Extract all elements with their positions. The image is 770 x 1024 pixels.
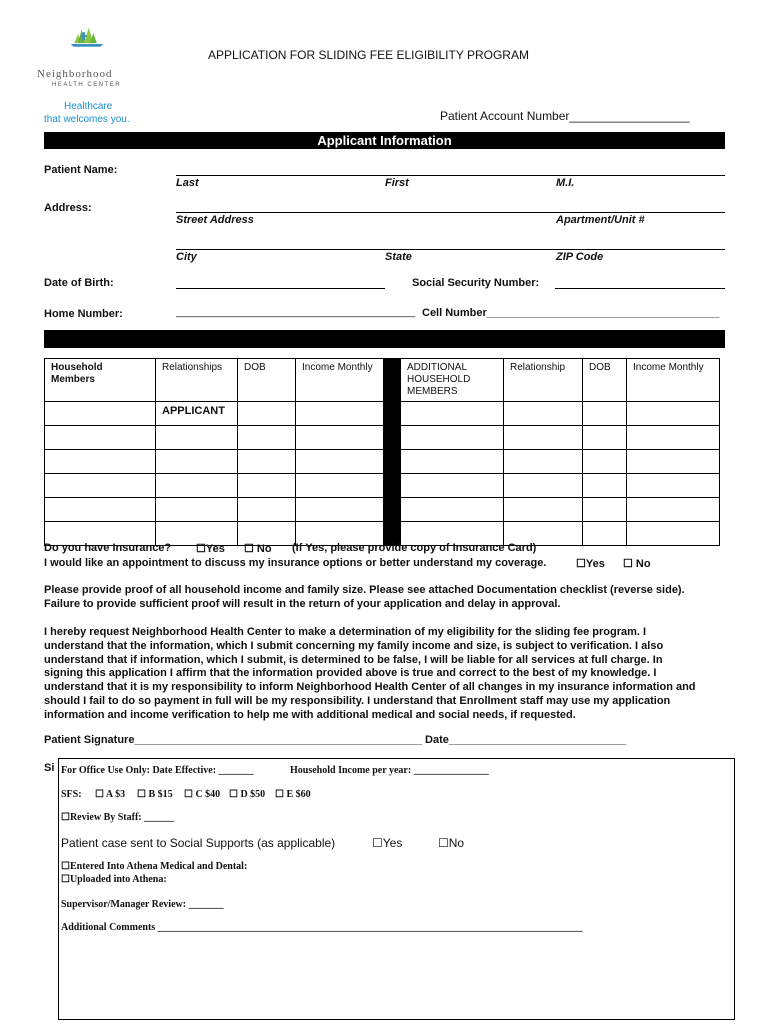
table-cell[interactable]	[45, 474, 156, 498]
table-cell[interactable]	[296, 450, 384, 474]
table-cell[interactable]	[583, 498, 627, 522]
insurance-note: (If Yes, please provide copy of Insurance Card)	[292, 542, 537, 554]
mi-label: M.I.	[556, 177, 575, 189]
table-cell[interactable]	[156, 474, 238, 498]
sfs-e-checkbox[interactable]: ☐ E $60	[275, 789, 311, 800]
ssn-field[interactable]	[555, 288, 725, 289]
statement-line: signing this application I affirm that the information provided above is true and correct to the best of my knowledge. I	[44, 667, 657, 680]
dob-field[interactable]	[176, 288, 385, 289]
additional-comments[interactable]: Additional Comments _____________________________________________________________________________________	[61, 922, 583, 933]
table-cell[interactable]	[156, 426, 238, 450]
city-label: City	[176, 251, 197, 263]
table-cell[interactable]	[156, 450, 238, 474]
col-relationships: Relationships	[156, 359, 238, 402]
apt-label: Apartment/Unit #	[556, 214, 645, 226]
statement-line: understand that the information, which I submit concerning my family income and size, is subject to verification. I also	[44, 639, 664, 652]
table-cell[interactable]	[45, 498, 156, 522]
statement-line: understand that it is my responsibility to inform Neighborhood Health Center of all changes in my insurance information and	[44, 681, 696, 694]
neighborhood-logo	[42, 26, 132, 71]
table-separator	[384, 359, 401, 546]
table-cell[interactable]	[401, 474, 504, 498]
table-row[interactable]	[45, 474, 720, 498]
insurance-no-checkbox[interactable]: ☐ No	[244, 543, 272, 555]
table-cell[interactable]	[504, 474, 583, 498]
table-cell[interactable]	[296, 402, 384, 426]
col-additional-members: ADDITIONAL HOUSEHOLD MEMBERS	[401, 359, 504, 402]
office-household-income[interactable]: Household Income per year: _______________	[290, 765, 489, 776]
table-cell[interactable]	[45, 450, 156, 474]
table-cell[interactable]	[296, 474, 384, 498]
statement-line: should I fail to do so payment in full will be my responsibility. I understand that Enrollment staff may use my application	[44, 695, 671, 707]
insurance-question: Do you have Insurance?	[44, 542, 172, 554]
table-cell[interactable]	[627, 522, 720, 546]
table-cell[interactable]	[238, 450, 296, 474]
patient-signature-line[interactable]: Patient Signature_______________________________________________ Date_____________________________	[44, 734, 627, 746]
city-state-zip-field[interactable]	[176, 249, 725, 250]
table-cell[interactable]	[504, 426, 583, 450]
social-yes-checkbox[interactable]: ☐Yes	[372, 836, 403, 850]
appointment-no-checkbox[interactable]: ☐ No	[623, 558, 651, 570]
signature-prefix: Si	[44, 762, 55, 774]
proof-line-2: Failure to provide sufficient proof will result in the return of your application and delay in approval.	[44, 598, 561, 610]
table-cell[interactable]	[583, 522, 627, 546]
proof-line-1: Please provide proof of all household income and family size. Please see attached Documentation checklist (reverse side).	[44, 584, 685, 596]
statement-line: I hereby request Neighborhood Health Center to make a determination of my eligibility for the sliding fee program. I	[44, 626, 647, 638]
address-label: Address:	[44, 202, 92, 214]
table-cell[interactable]	[238, 498, 296, 522]
household-header-bar	[44, 330, 725, 348]
table-cell[interactable]	[156, 498, 238, 522]
applicant-cell: APPLICANT	[156, 402, 238, 426]
table-cell[interactable]	[401, 450, 504, 474]
review-by-staff[interactable]: ☐Review By Staff: ______	[61, 812, 175, 823]
brand-subtitle: HEALTH CENTER	[52, 82, 122, 88]
table-cell[interactable]	[238, 474, 296, 498]
col-income-monthly-2: Income Monthly	[627, 359, 720, 402]
col-dob-2: DOB	[583, 359, 627, 402]
table-row[interactable]	[45, 426, 720, 450]
state-label: State	[385, 251, 412, 263]
col-relationship: Relationship	[504, 359, 583, 402]
table-row[interactable]	[45, 450, 720, 474]
office-use-box	[58, 758, 735, 1020]
account-number-label: Patient Account Number__________________	[440, 109, 690, 123]
table-cell[interactable]	[504, 498, 583, 522]
col-household-members: Household Members	[45, 359, 156, 402]
table-cell[interactable]	[238, 426, 296, 450]
table-cell[interactable]	[45, 402, 156, 426]
table-cell[interactable]	[401, 498, 504, 522]
cell-number-label[interactable]: Cell Number______________________________________	[422, 307, 720, 319]
street-label: Street Address	[176, 214, 254, 226]
table-cell[interactable]	[583, 474, 627, 498]
table-cell[interactable]	[504, 402, 583, 426]
table-cell[interactable]	[238, 402, 296, 426]
household-table	[44, 358, 720, 546]
entered-athena-checkbox[interactable]: ☐Entered Into Athena Medical and Dental:	[61, 861, 248, 872]
table-cell[interactable]	[583, 450, 627, 474]
statement-line: information and income verification to help me with additional medical and social needs, if requested.	[44, 708, 576, 721]
form-title: APPLICATION FOR SLIDING FEE ELIGIBILITY PROGRAM	[208, 48, 529, 62]
last-label: Last	[176, 177, 199, 189]
sfs-b-checkbox[interactable]: ☐ B $15	[137, 789, 173, 800]
table-cell[interactable]	[296, 426, 384, 450]
appointment-question: I would like an appointment to discuss my insurance options or better understand my coverage.	[44, 557, 547, 569]
first-label: First	[385, 177, 409, 189]
sfs-c-checkbox[interactable]: ☐ C $40	[184, 789, 221, 800]
sfs-a-checkbox[interactable]: ☐ A $3	[95, 789, 126, 800]
table-cell[interactable]	[627, 426, 720, 450]
street-address-field[interactable]	[176, 212, 725, 213]
brand-name: Neighborhood	[37, 68, 113, 80]
office-date-effective[interactable]: For Office Use Only: Date Effective: _______	[61, 765, 254, 776]
appointment-yes-checkbox[interactable]: ☐Yes	[576, 558, 605, 570]
table-cell[interactable]	[45, 426, 156, 450]
home-number-field[interactable]: ___________________________________________	[176, 307, 416, 318]
col-income-monthly: Income Monthly	[296, 359, 384, 402]
dob-label: Date of Birth:	[44, 277, 114, 289]
social-no-checkbox[interactable]: ☐No	[438, 836, 465, 850]
table-cell[interactable]	[627, 402, 720, 426]
table-cell[interactable]	[627, 474, 720, 498]
statement-line: understand that if information, which I submit, is determined to be false, I will be liable for all services at full charge. In	[44, 653, 663, 666]
insurance-yes-checkbox[interactable]: ☐Yes	[196, 543, 225, 555]
col-dob: DOB	[238, 359, 296, 402]
table-cell[interactable]	[627, 498, 720, 522]
table-cell[interactable]	[583, 402, 627, 426]
tagline-line-2: that welcomes you.	[44, 114, 130, 125]
table-cell[interactable]	[401, 426, 504, 450]
uploaded-athena-checkbox[interactable]: ☐Uploaded into Athena:	[61, 874, 167, 885]
tagline-line-1: Healthcare	[64, 101, 113, 112]
sfs-d-checkbox[interactable]: ☐ D $50	[229, 789, 266, 800]
home-number-label: Home Number:	[44, 308, 123, 320]
sfs-label: SFS:	[61, 789, 82, 800]
patient-name-label: Patient Name:	[44, 164, 118, 176]
table-row[interactable]	[45, 402, 720, 426]
applicant-info-header: Applicant Information	[44, 132, 725, 149]
table-cell[interactable]	[296, 498, 384, 522]
table-row[interactable]	[45, 498, 720, 522]
ssn-label: Social Security Number:	[412, 277, 540, 289]
table-cell[interactable]	[583, 426, 627, 450]
table-cell[interactable]	[504, 450, 583, 474]
zip-label: ZIP Code	[556, 251, 604, 263]
patient-name-field[interactable]	[176, 175, 725, 176]
social-supports-label: Patient case sent to Social Supports (as applicable)	[61, 836, 336, 850]
table-cell[interactable]	[627, 450, 720, 474]
tagline	[44, 100, 130, 126]
supervisor-review[interactable]: Supervisor/Manager Review: _______	[61, 899, 224, 910]
table-cell[interactable]	[401, 402, 504, 426]
table-header-row	[45, 359, 720, 402]
